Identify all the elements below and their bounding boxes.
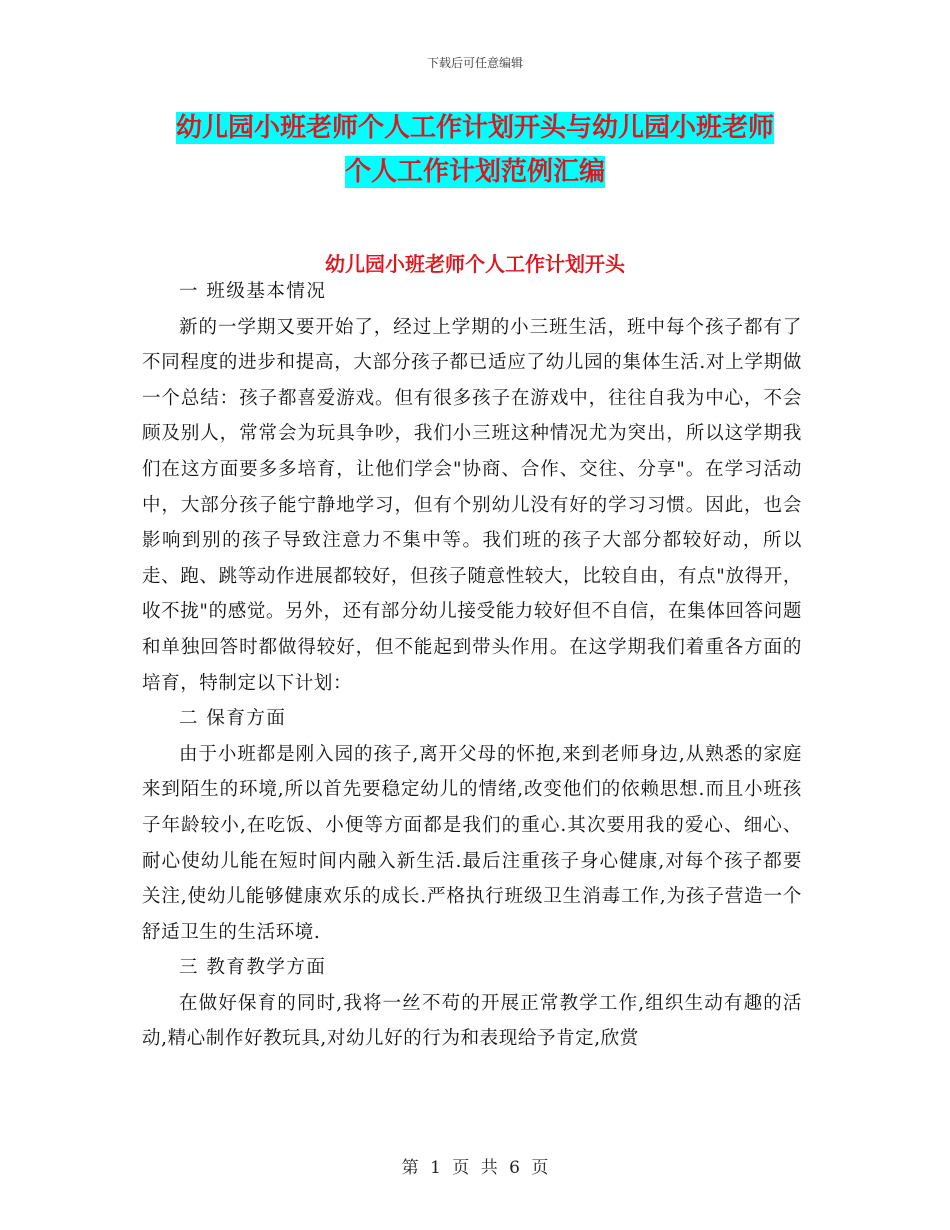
heading-class-info: 一 班级基本情况 — [179, 281, 327, 302]
heading-care: 二 保育方面 — [179, 708, 287, 730]
title-line-1: 幼儿园小班老师个人工作计划开头与幼儿园小班老师 — [175, 113, 774, 143]
document-body — [142, 274, 802, 1057]
document-title — [140, 106, 810, 194]
section-title: 幼儿园小班老师个人工作计划开头 — [325, 252, 625, 276]
title-line-2: 个人工作计划范例汇编 — [344, 157, 605, 187]
paragraph-teaching: 在做好保育的同时,我将一丝不苟的开展正常教学工作,组织生动有趣的活动,精心制作好教玩具,对幼儿好的行为和表现给予肯定,欣赏 — [142, 992, 802, 1050]
heading-teaching: 三 教育教学方面 — [179, 957, 327, 979]
page-footer: 第 1 页 共 6 页 — [401, 1158, 549, 1178]
paragraph-class-info: 新的一学期又要开始了，经过上学期的小三班生活，班中每个孩子都有了不同程度的进步和提高，大部分孩子都已适应了幼儿园的集体生活.对上学期做一个总结：孩子都喜爱游戏。但有很多孩子在游戏中，往往自我为中心，不会顾及别人，常常会为玩具争吵，我们小三班这种情况尤为突出，所以这学期我们在这方面要多多培育，让他们学会"协商、合作、交往、分享"。在学习活动中，大部分孩子能宁静地学习，但有个别幼儿没有好的学习习惯。因此，也会影响到别的孩子导致注意力不集中等。我们班的孩子大部分都较好动，所以走、跑、跳等动作进展都较好，但孩子随意性较大，比较自由，有点"放得开，收不拢"的感觉。另外，还有部分幼儿接受能力较好但不自信，在集体回答问题和单独回答时都做得较好，但不能起到带头作用。在这学期我们着重各方面的培育，特制定以下计划： — [142, 316, 802, 694]
header-note: 下载后可任意编辑 — [426, 56, 523, 70]
paragraph-care: 由于小班都是刚入园的孩子,离开父母的怀抱,来到老师身边,从熟悉的家庭来到陌生的环境,所以首先要稳定幼儿的情绪,改变他们的依赖思想.而且小班孩子年龄较小,在吃饭、小便等方面都是我们的重心.其次要用我的爱心、细心、耐心使幼儿能在短时间内融入新生活.最后注重孩子身心健康,对每个孩子都要关注,使幼儿能够健康欢乐的成长.严格执行班级卫生消毒工作,为孩子营造一个舒适卫生的生活环境. — [142, 743, 802, 943]
